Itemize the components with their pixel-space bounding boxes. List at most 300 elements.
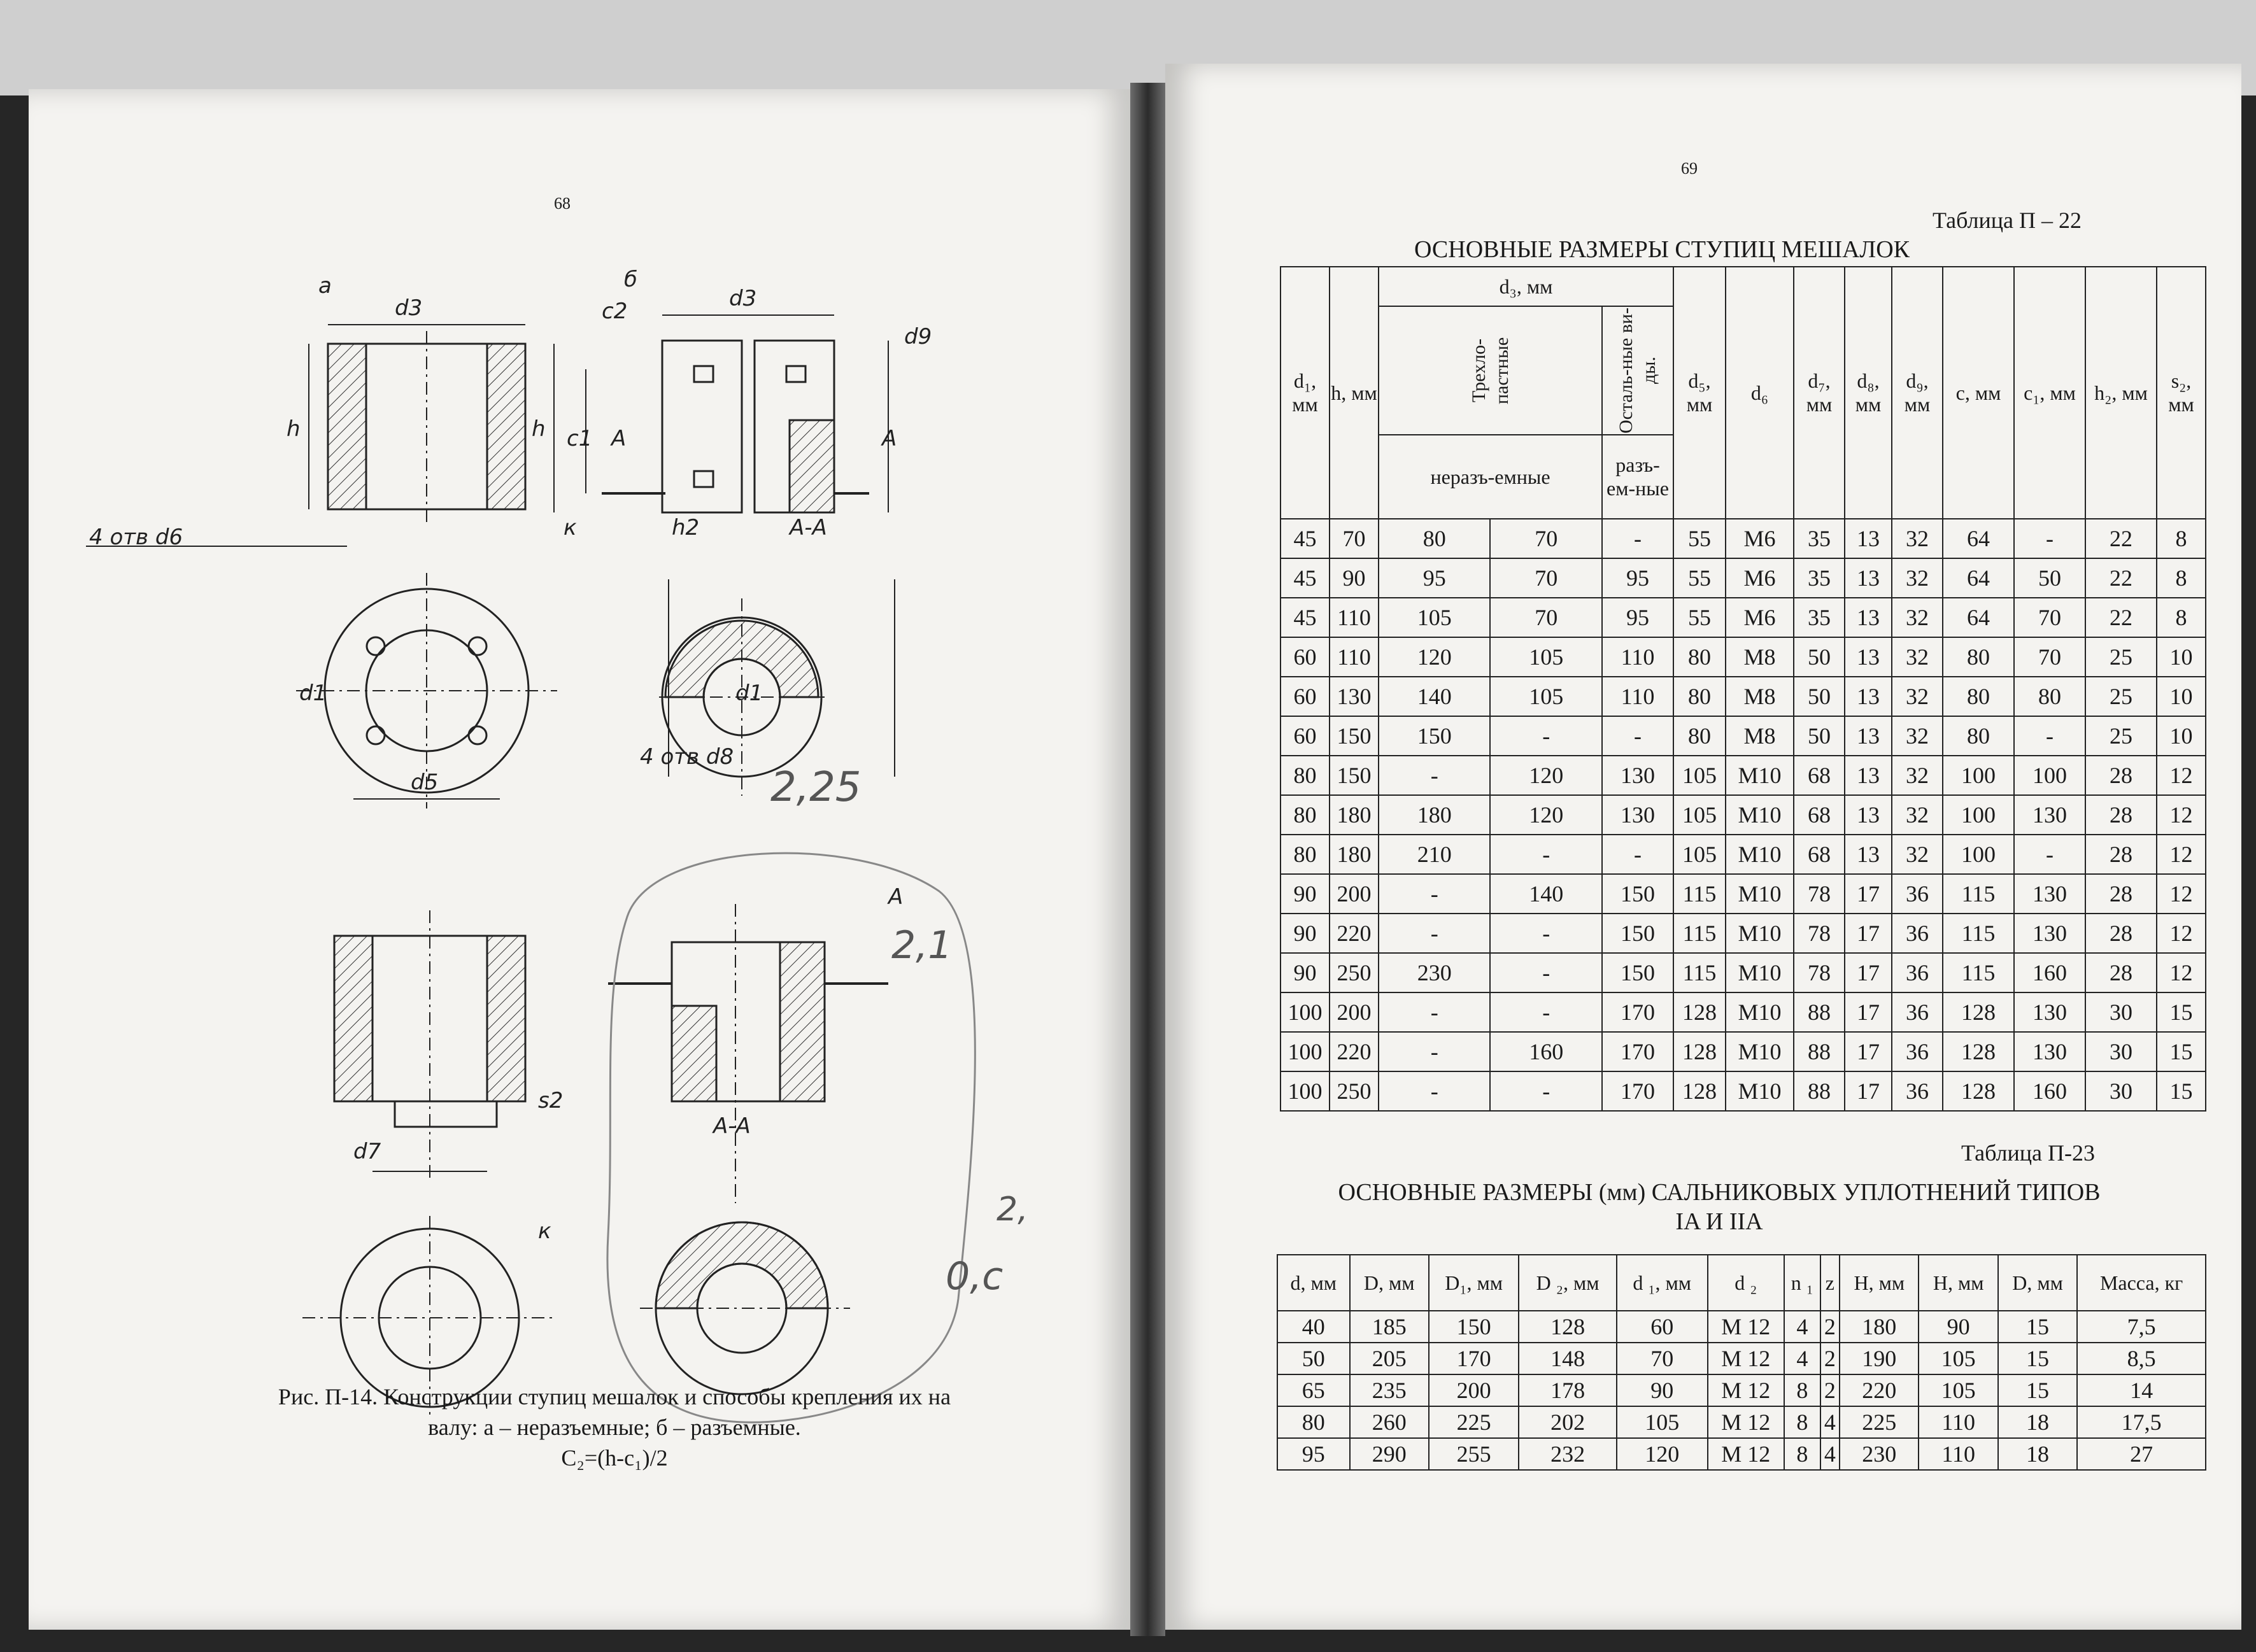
label-d7: d7 — [353, 1139, 381, 1164]
table-cell: 70 — [2014, 598, 2085, 637]
table-cell: 88 — [1794, 1032, 1845, 1071]
table-cell: 95 — [1277, 1438, 1350, 1470]
table-cell: 95 — [1379, 558, 1490, 598]
table-cell: 185 — [1350, 1311, 1429, 1343]
table-cell: 110 — [1330, 637, 1379, 677]
table-23 — [1277, 1254, 2206, 1471]
table-cell: 128 — [1943, 1071, 2014, 1111]
table-cell: 105 — [1919, 1343, 1997, 1374]
table-row — [1281, 558, 2206, 598]
table-cell: 32 — [1892, 637, 1943, 677]
table-cell: 13 — [1845, 598, 1892, 637]
table-cell: 18 — [1998, 1406, 2077, 1438]
table-cell: 128 — [1673, 992, 1726, 1032]
label-h2: h2 — [672, 515, 700, 540]
table-cell: 140 — [1490, 874, 1602, 914]
table-cell: 140 — [1379, 677, 1490, 716]
table-cell: 2 — [1820, 1374, 1840, 1406]
table-cell: 170 — [1602, 992, 1673, 1032]
table-cell: M10 — [1726, 795, 1794, 835]
table-cell: 100 — [1943, 835, 2014, 874]
table-cell: 28 — [2085, 953, 2157, 992]
table-cell: 105 — [1673, 795, 1726, 835]
table-cell: 17 — [1845, 914, 1892, 953]
handwritten-note-1: 2,25 — [770, 764, 862, 811]
table-cell: 128 — [1943, 1032, 2014, 1071]
table-cell: 45 — [1281, 598, 1330, 637]
table-cell: 64 — [1943, 519, 2014, 558]
table-cell: M8 — [1726, 716, 1794, 756]
table-cell: M6 — [1726, 558, 1794, 598]
table-cell: 128 — [1673, 1071, 1726, 1111]
label-A-lower: A — [888, 884, 904, 910]
table-22-title: ОСНОВНЫЕ РАЗМЕРЫ СТУПИЦ МЕШАЛОК — [1414, 236, 1910, 263]
table-cell: 100 — [1281, 1071, 1330, 1111]
table-header-cell: D, мм — [1350, 1255, 1429, 1311]
label-A-left: A — [611, 426, 627, 451]
table-23-caption: Таблица П-23 — [1961, 1140, 2095, 1166]
table-cell: - — [1379, 1071, 1490, 1111]
table-cell: 160 — [1490, 1032, 1602, 1071]
table-cell: 45 — [1281, 519, 1330, 558]
table-cell: 55 — [1673, 558, 1726, 598]
table-cell: 115 — [1673, 953, 1726, 992]
table-cell: 105 — [1617, 1406, 1708, 1438]
table-cell: 13 — [1845, 835, 1892, 874]
table-cell: 95 — [1602, 598, 1673, 637]
table-cell: 13 — [1845, 756, 1892, 795]
table-header-cell: n ₁ — [1784, 1255, 1820, 1311]
table-cell: 70 — [1490, 558, 1602, 598]
table-cell: 205 — [1350, 1343, 1429, 1374]
table-row — [1281, 992, 2206, 1032]
table-cell: 128 — [1519, 1311, 1617, 1343]
table-23-header-row — [1277, 1255, 2206, 1311]
page-number: 69 — [1681, 159, 1698, 178]
table-cell: 45 — [1281, 558, 1330, 598]
label-s2: s2 — [538, 1088, 564, 1113]
table-cell: - — [2014, 519, 2085, 558]
table-cell: 15 — [2157, 1071, 2206, 1111]
label-holes-d8: 4 отв d8 — [640, 744, 734, 770]
table-cell: 150 — [1379, 716, 1490, 756]
label-view-b: б — [624, 267, 637, 292]
table-cell: 80 — [1379, 519, 1490, 558]
table-cell: 120 — [1379, 637, 1490, 677]
table-cell: 220 — [1330, 1032, 1379, 1071]
table-cell: 150 — [1602, 953, 1673, 992]
table-cell: 80 — [1673, 677, 1726, 716]
table-cell: 70 — [1617, 1343, 1708, 1374]
table-cell: 202 — [1519, 1406, 1617, 1438]
table-cell: 70 — [1490, 519, 1602, 558]
table-header-cell: H, мм — [1840, 1255, 1919, 1311]
table-cell: M8 — [1726, 677, 1794, 716]
label-section-AA-2: A-A — [713, 1113, 751, 1139]
label-d9: d9 — [904, 324, 932, 349]
table-cell: 32 — [1892, 519, 1943, 558]
table-row — [1281, 677, 2206, 716]
table-cell: 100 — [1943, 756, 2014, 795]
table-row — [1281, 874, 2206, 914]
table-row — [1277, 1343, 2206, 1374]
table-cell: 60 — [1281, 637, 1330, 677]
table-cell: 95 — [1602, 558, 1673, 598]
table-cell: 105 — [1379, 598, 1490, 637]
table-cell: 100 — [1943, 795, 2014, 835]
table-header-cell: D ₂, мм — [1519, 1255, 1617, 1311]
table-cell: 4 — [1784, 1311, 1820, 1343]
book-spine — [1130, 83, 1165, 1636]
table-cell: 50 — [2014, 558, 2085, 598]
table-cell: - — [1379, 914, 1490, 953]
header-c1: c₁, мм — [2014, 267, 2085, 519]
table-cell: 200 — [1330, 992, 1379, 1032]
label-d1-b: d1 — [735, 681, 763, 706]
header-non-split: неразъ-емные — [1379, 435, 1602, 519]
table-cell: 25 — [2085, 637, 2157, 677]
table-cell: 115 — [1943, 874, 2014, 914]
table-cell: - — [1602, 716, 1673, 756]
table-cell: 250 — [1330, 1071, 1379, 1111]
header-s2: s₂, мм — [2157, 267, 2206, 519]
label-c1: c1 — [567, 426, 593, 451]
table-cell: 8 — [2157, 558, 2206, 598]
table-cell: - — [1490, 953, 1602, 992]
table-cell: M10 — [1726, 992, 1794, 1032]
table-cell: - — [1379, 874, 1490, 914]
table-cell: 68 — [1794, 756, 1845, 795]
label-holes-d6: 4 отв d6 — [89, 525, 183, 550]
table-cell: 35 — [1794, 558, 1845, 598]
handwritten-note-4: 0,c — [946, 1254, 1004, 1299]
table-cell: 15 — [1998, 1343, 2077, 1374]
table-cell: 80 — [1943, 677, 2014, 716]
table-cell: 130 — [2014, 1032, 2085, 1071]
table-cell: 225 — [1429, 1406, 1519, 1438]
table-cell: 90 — [1281, 914, 1330, 953]
header-three-blade: Трехло-пастные — [1379, 306, 1602, 435]
label-k-1: к — [564, 515, 577, 540]
table-cell: 17 — [1845, 1032, 1892, 1071]
table-22-body — [1281, 519, 2206, 1111]
table-cell: 150 — [1330, 756, 1379, 795]
table-cell: 90 — [1617, 1374, 1708, 1406]
table-22 — [1280, 266, 2206, 1112]
table-cell: 10 — [2157, 637, 2206, 677]
table-cell: 60 — [1617, 1311, 1708, 1343]
table-cell: - — [1602, 519, 1673, 558]
table-23-title — [1242, 1178, 2197, 1236]
label-d1-a: d1 — [299, 681, 327, 706]
table-cell: 36 — [1892, 1071, 1943, 1111]
figure-caption — [156, 1381, 1073, 1473]
table-row — [1281, 716, 2206, 756]
table-cell: 78 — [1794, 953, 1845, 992]
table-cell: - — [1379, 1032, 1490, 1071]
table-cell: 68 — [1794, 795, 1845, 835]
caption-line-3: C₂=(h-c₁)/2 — [561, 1445, 668, 1471]
table-cell: 178 — [1519, 1374, 1617, 1406]
table-cell: 210 — [1379, 835, 1490, 874]
table-cell: 170 — [1602, 1032, 1673, 1071]
table-cell: 13 — [1845, 716, 1892, 756]
table-cell: 130 — [2014, 874, 2085, 914]
label-c2: c2 — [602, 299, 628, 324]
table-cell: 180 — [1840, 1311, 1919, 1343]
table-cell: 4 — [1820, 1438, 1840, 1470]
table-cell: 32 — [1892, 677, 1943, 716]
table-cell: 8,5 — [2077, 1343, 2206, 1374]
table-header-cell: Масса, кг — [2077, 1255, 2206, 1311]
label-d3-b: d3 — [729, 286, 757, 311]
caption-line-1: Рис. П-14. Конструкции ступиц мешалок и способы крепления их на — [278, 1384, 951, 1409]
table-cell: 90 — [1919, 1311, 1997, 1343]
header-h: h, мм — [1330, 267, 1379, 519]
table-cell: 28 — [2085, 914, 2157, 953]
label-h-b: h — [532, 416, 546, 442]
table-cell: M 12 — [1708, 1343, 1784, 1374]
table-cell: - — [1379, 992, 1490, 1032]
table-cell: 78 — [1794, 914, 1845, 953]
table-cell: 80 — [1277, 1406, 1350, 1438]
table-cell: 12 — [2157, 953, 2206, 992]
table-cell: 68 — [1794, 835, 1845, 874]
table-cell: 150 — [1330, 716, 1379, 756]
table-cell: 78 — [1794, 874, 1845, 914]
table-cell: M8 — [1726, 637, 1794, 677]
table-cell: 200 — [1429, 1374, 1519, 1406]
table-cell: 28 — [2085, 874, 2157, 914]
table-cell: 17 — [1845, 1071, 1892, 1111]
table-cell: 13 — [1845, 558, 1892, 598]
table-cell: M 12 — [1708, 1438, 1784, 1470]
table-cell: 55 — [1673, 598, 1726, 637]
table-cell: 22 — [2085, 558, 2157, 598]
table-cell: 148 — [1519, 1343, 1617, 1374]
table-cell: 13 — [1845, 795, 1892, 835]
table-cell: 10 — [2157, 716, 2206, 756]
table-cell: 250 — [1330, 953, 1379, 992]
table-cell: M 12 — [1708, 1374, 1784, 1406]
label-section-AA-1: A-A — [790, 515, 827, 540]
table-cell: M6 — [1726, 598, 1794, 637]
header-d1: d₁, мм — [1281, 267, 1330, 519]
table-cell: M10 — [1726, 874, 1794, 914]
table-cell: 105 — [1490, 677, 1602, 716]
handwritten-note-2: 2,1 — [891, 923, 953, 968]
table-row — [1281, 953, 2206, 992]
table-row — [1277, 1438, 2206, 1470]
table-cell: 128 — [1943, 992, 2014, 1032]
table-cell: 50 — [1794, 716, 1845, 756]
table-header-cell: z — [1820, 1255, 1840, 1311]
table-cell: 28 — [2085, 756, 2157, 795]
table-cell: M10 — [1726, 1032, 1794, 1071]
table-cell: 230 — [1379, 953, 1490, 992]
table-cell: 32 — [1892, 756, 1943, 795]
table-cell: - — [1379, 756, 1490, 795]
table-cell: 14 — [2077, 1374, 2206, 1406]
table-cell: 50 — [1277, 1343, 1350, 1374]
table-cell: 80 — [1281, 835, 1330, 874]
table-cell: 36 — [1892, 953, 1943, 992]
table-cell: 100 — [1281, 1032, 1330, 1071]
table-cell: 160 — [2014, 1071, 2085, 1111]
table-cell: 17 — [1845, 953, 1892, 992]
table-cell: 120 — [1617, 1438, 1708, 1470]
table-cell: 4 — [1820, 1406, 1840, 1438]
table-cell: 18 — [1998, 1438, 2077, 1470]
table-23-title-line-2: IA И IIA — [1675, 1208, 1763, 1235]
caption-line-2: валу: а – неразъемные; б – разъемные. — [428, 1415, 801, 1440]
table-cell: M 12 — [1708, 1311, 1784, 1343]
table-cell: 130 — [1330, 677, 1379, 716]
table-cell: 2 — [1820, 1343, 1840, 1374]
label-h-a: h — [287, 416, 301, 442]
table-cell: 130 — [2014, 795, 2085, 835]
table-cell: 13 — [1845, 677, 1892, 716]
table-cell: 12 — [2157, 795, 2206, 835]
table-cell: 30 — [2085, 1032, 2157, 1071]
table-cell: 120 — [1490, 795, 1602, 835]
table-cell: 65 — [1277, 1374, 1350, 1406]
table-cell: 60 — [1281, 716, 1330, 756]
table-header-cell: D₁, мм — [1429, 1255, 1519, 1311]
table-cell: 55 — [1673, 519, 1726, 558]
table-23-body — [1277, 1311, 2206, 1470]
table-cell: 128 — [1673, 1032, 1726, 1071]
table-cell: M10 — [1726, 914, 1794, 953]
table-cell: 105 — [1919, 1374, 1997, 1406]
table-cell: 60 — [1281, 677, 1330, 716]
table-cell: M10 — [1726, 953, 1794, 992]
table-cell: - — [2014, 716, 2085, 756]
table-cell: 110 — [1602, 637, 1673, 677]
table-cell: 200 — [1330, 874, 1379, 914]
table-cell: 17 — [1845, 992, 1892, 1032]
table-cell: 80 — [1281, 795, 1330, 835]
table-cell: 230 — [1840, 1438, 1919, 1470]
header-d8: d₈, мм — [1845, 267, 1892, 519]
table-cell: 25 — [2085, 677, 2157, 716]
table-cell: 115 — [1673, 874, 1726, 914]
header-d7: d₇, мм — [1794, 267, 1845, 519]
table-header-cell: d ₂ — [1708, 1255, 1784, 1311]
table-cell: 80 — [1673, 637, 1726, 677]
table-cell: M10 — [1726, 1071, 1794, 1111]
handwritten-note-3: 2, — [997, 1190, 1028, 1229]
table-cell: 28 — [2085, 835, 2157, 874]
table-cell: 8 — [1784, 1438, 1820, 1470]
table-cell: 12 — [2157, 756, 2206, 795]
label-A-right: A — [882, 426, 897, 451]
table-row — [1281, 795, 2206, 835]
table-cell: 120 — [1490, 756, 1602, 795]
table-cell: 32 — [1892, 835, 1943, 874]
table-cell: 130 — [1602, 795, 1673, 835]
label-view-a: a — [318, 273, 332, 299]
table-cell: 90 — [1281, 874, 1330, 914]
table-cell: 115 — [1943, 953, 2014, 992]
table-cell: 110 — [1919, 1406, 1997, 1438]
table-cell: 80 — [1943, 716, 2014, 756]
table-cell: 180 — [1330, 835, 1379, 874]
table-cell: - — [1490, 835, 1602, 874]
table-cell: 15 — [1998, 1374, 2077, 1406]
table-cell: 130 — [2014, 914, 2085, 953]
table-cell: 225 — [1840, 1406, 1919, 1438]
table-row — [1281, 1032, 2206, 1071]
table-cell: 180 — [1330, 795, 1379, 835]
table-cell: 17 — [1845, 874, 1892, 914]
table-cell: 13 — [1845, 637, 1892, 677]
table-cell: 17,5 — [2077, 1406, 2206, 1438]
table-cell: 232 — [1519, 1438, 1617, 1470]
table-cell: 15 — [2157, 992, 2206, 1032]
table-cell: - — [1602, 835, 1673, 874]
table-header-cell: H, мм — [1919, 1255, 1997, 1311]
table-cell: M10 — [1726, 756, 1794, 795]
table-cell: 8 — [1784, 1406, 1820, 1438]
table-cell: 290 — [1350, 1438, 1429, 1470]
table-cell: 260 — [1350, 1406, 1429, 1438]
header-c: c, мм — [1943, 267, 2014, 519]
table-cell: 70 — [1490, 598, 1602, 637]
page-number: 68 — [554, 194, 571, 213]
table-cell: 90 — [1281, 953, 1330, 992]
table-row — [1277, 1374, 2206, 1406]
table-cell: 170 — [1429, 1343, 1519, 1374]
table-cell: 32 — [1892, 795, 1943, 835]
table-cell: 12 — [2157, 914, 2206, 953]
table-cell: M6 — [1726, 519, 1794, 558]
table-cell: - — [1490, 914, 1602, 953]
table-cell: 25 — [2085, 716, 2157, 756]
table-cell: 36 — [1892, 874, 1943, 914]
table-cell: 10 — [2157, 677, 2206, 716]
table-cell: 105 — [1490, 637, 1602, 677]
table-cell: M10 — [1726, 835, 1794, 874]
table-cell: 130 — [1602, 756, 1673, 795]
table-cell: 32 — [1892, 716, 1943, 756]
table-cell: 100 — [1281, 992, 1330, 1032]
table-23-title-line-1: ОСНОВНЫЕ РАЗМЕРЫ (мм) САЛЬНИКОВЫХ УПЛОТНЕНИЙ ТИПОВ — [1338, 1179, 2101, 1206]
table-cell: 22 — [2085, 519, 2157, 558]
table-row — [1277, 1311, 2206, 1343]
table-cell: 8 — [2157, 598, 2206, 637]
table-cell: 80 — [1281, 756, 1330, 795]
table-cell: 40 — [1277, 1311, 1350, 1343]
table-cell: 150 — [1602, 874, 1673, 914]
header-d9: d₉, мм — [1892, 267, 1943, 519]
left-page — [29, 89, 1130, 1630]
table-cell: 130 — [2014, 992, 2085, 1032]
table-cell: M 12 — [1708, 1406, 1784, 1438]
table-cell: 105 — [1673, 756, 1726, 795]
header-d3: d₃, мм — [1379, 267, 1673, 306]
table-cell: 36 — [1892, 1032, 1943, 1071]
table-22-caption: Таблица П – 22 — [1933, 208, 2082, 233]
table-row — [1281, 756, 2206, 795]
table-cell: 22 — [2085, 598, 2157, 637]
table-cell: 235 — [1350, 1374, 1429, 1406]
table-cell: 27 — [2077, 1438, 2206, 1470]
header-h2: h₂, мм — [2085, 267, 2157, 519]
table-cell: 32 — [1892, 598, 1943, 637]
table-cell: 15 — [2157, 1032, 2206, 1071]
table-cell: 35 — [1794, 598, 1845, 637]
